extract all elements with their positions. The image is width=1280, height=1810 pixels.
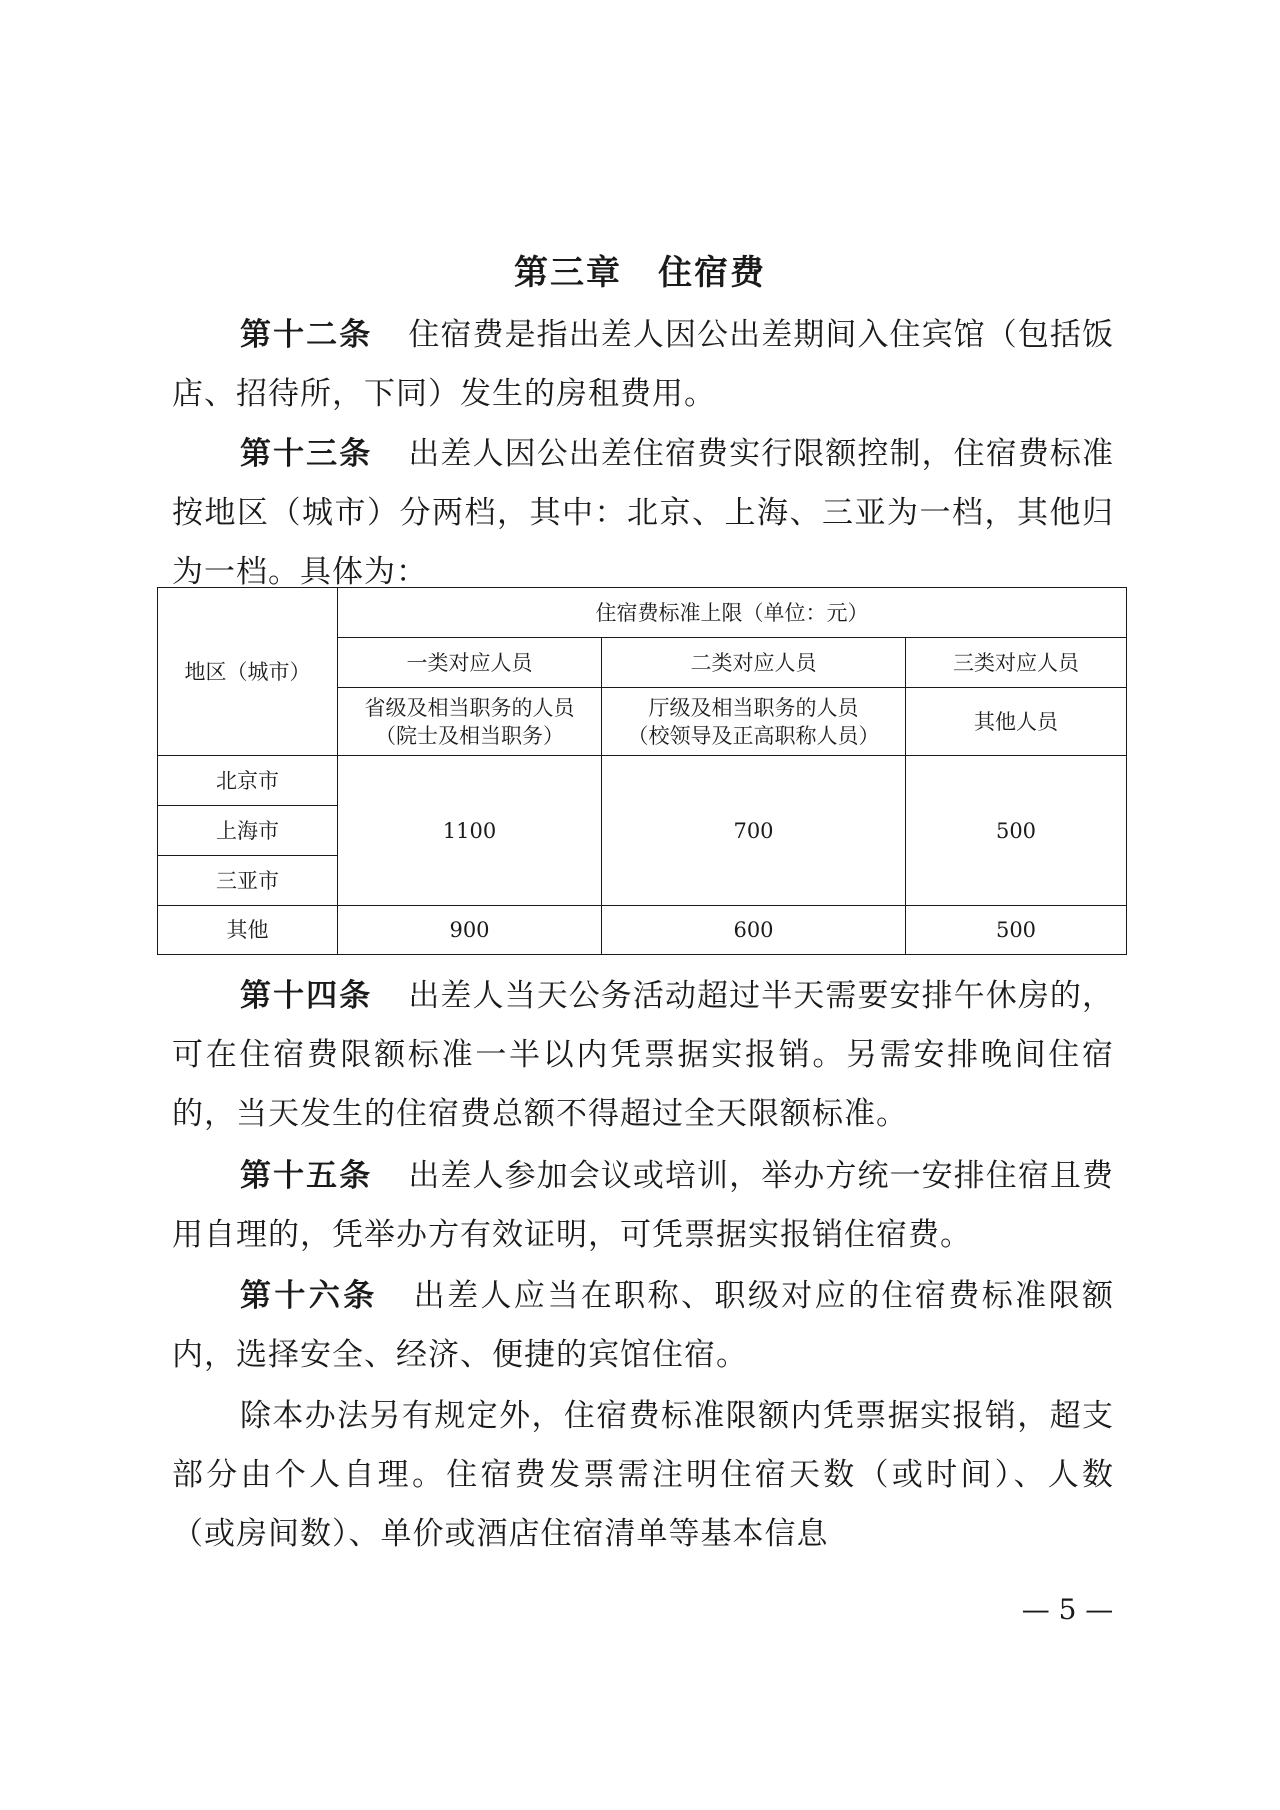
city-beijing: 北京市: [158, 756, 338, 806]
lodging-standard-table: [157, 587, 1127, 955]
other-value-cat3: 500: [906, 906, 1127, 955]
category-1-desc: [338, 688, 602, 756]
article-14: [172, 967, 1114, 1144]
category-2-desc: [602, 688, 906, 756]
article-12: [172, 306, 1114, 424]
city-shanghai: 上海市: [158, 806, 338, 856]
article-number: 第十六条: [240, 1278, 378, 1314]
supplementary-paragraph: 除本办法另有规定外，住宿费标准限额内凭票据实报销，超支部分由个人自理。住宿费发票需注明住宿天数（或时间）、人数（或房间数）、单价或酒店住宿清单等基本信息: [172, 1398, 1114, 1552]
category-2-header: 二类对应人员: [602, 638, 906, 688]
category-3-desc: 其他人员: [906, 688, 1127, 756]
region-header: 地区（城市）: [158, 588, 338, 756]
other-region-label: 其他: [158, 906, 338, 955]
article-text: 出差人因公出差住宿费实行限额控制，住宿费标准按地区（城市）分两档，其中：北京、上海、三亚为一档，其他归为一档。具体为：: [172, 436, 1115, 590]
article-text: 住宿费是指出差人因公出差期间入住宾馆（包括饭店、招待所，下同）发生的房租费用。: [172, 317, 1115, 412]
category-1-header: 一类对应人员: [338, 638, 602, 688]
city-sanya: 三亚市: [158, 856, 338, 906]
category-2-desc-line2: （校领导及正高职称人员）: [627, 723, 880, 748]
group-header: 住宿费标准上限（单位：元）: [338, 588, 1127, 638]
article-13: [172, 425, 1114, 602]
article-number: 第十四条: [240, 978, 373, 1014]
tier1-value-cat1: 1100: [338, 756, 602, 906]
article-text: 出差人应当在职称、职级对应的住宿费标准限额内，选择安全、经济、便捷的宾馆住宿。: [172, 1278, 1115, 1373]
tier1-value-cat3: 500: [906, 756, 1127, 906]
category-1-desc-line2: （院士及相当职务）: [375, 723, 564, 748]
article-text: 出差人当天公务活动超过半天需要安排午休房的，可在住宿费限额标准一半以内凭票据实报销。另需安排晚间住宿的，当天发生的住宿费总额不得超过全天限额标准。: [172, 978, 1115, 1132]
other-value-cat2: 600: [602, 906, 906, 955]
article-number: 第十三条: [240, 436, 373, 472]
other-value-cat1: 900: [338, 906, 602, 955]
tier1-value-cat2: 700: [602, 756, 906, 906]
category-2-desc-line1: 厅级及相当职务的人员: [648, 695, 859, 720]
article-15: [172, 1147, 1114, 1265]
page-number: — 5 —: [1021, 1593, 1114, 1626]
chapter-title: 第三章 住宿费: [514, 253, 766, 293]
article-number: 第十五条: [240, 1158, 373, 1194]
category-1-desc-line1: 省级及相当职务的人员: [364, 695, 575, 720]
article-16: [172, 1267, 1114, 1385]
category-3-header: 三类对应人员: [906, 638, 1127, 688]
article-number: 第十二条: [240, 317, 373, 353]
article-text: 出差人参加会议或培训，举办方统一安排住宿且费用自理的，凭举办方有效证明，可凭票据实报销住宿费。: [172, 1158, 1115, 1253]
